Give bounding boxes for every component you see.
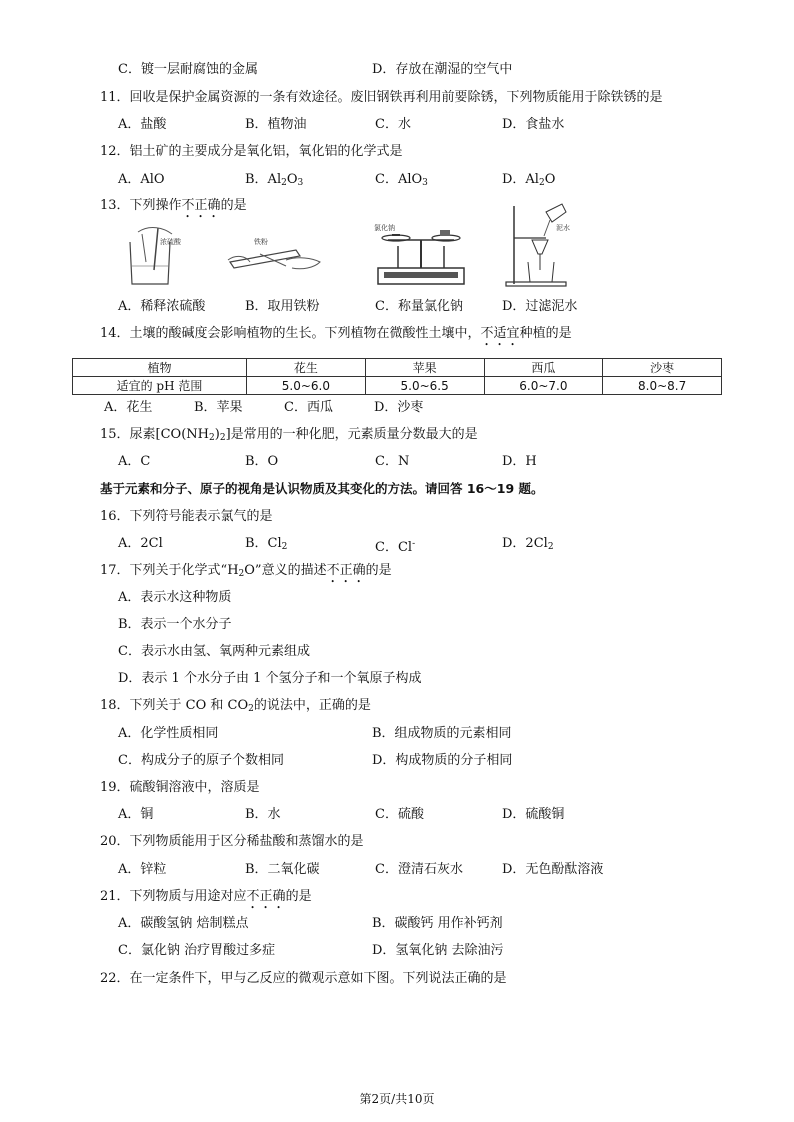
q18-stem: 18．下列关于 CO 和 $CO_2$的说法中，正确的是: [100, 698, 371, 714]
q18-option-d: D．构成物质的分子相同: [372, 753, 513, 768]
q18-option-c: C．构成分子的原子个数相同: [118, 753, 284, 768]
q17-option-c: C．表示水由氢、氧两种元素组成: [118, 644, 310, 659]
q19-option-c: C．硫酸: [375, 807, 424, 822]
q22-stem: 22．在一定条件下，甲与乙反应的微观示意如下图。下列说法正确的是: [100, 971, 507, 986]
acid-label: 浓硫酸: [160, 239, 181, 246]
mud-label: 泥水: [556, 225, 570, 232]
q19-option-b: B．水: [245, 807, 281, 822]
q13-option-d: D．过滤泥水: [502, 299, 578, 314]
q21-option-c: C．氯化钠 治疗胃酸过多症: [118, 943, 276, 958]
table-cell: 适宜的 pH 范围: [73, 377, 247, 395]
q12-option-c: C．AlO$_3$: [375, 172, 428, 188]
q11-option-c: C．水: [375, 117, 411, 132]
q20-option-d: D．无色酚酞溶液: [502, 862, 604, 877]
q10-option-c: C．镀一层耐腐蚀的金属: [118, 62, 258, 77]
q12-option-a: A．AlO: [118, 172, 165, 187]
table-cell: 6.0~7.0: [484, 377, 603, 395]
q19-option-d: D．硫酸铜: [502, 807, 565, 822]
filtration-figure: [500, 200, 580, 290]
q17-option-a: A．表示水这种物质: [118, 590, 232, 605]
q13-stem: 13．下列操作不正确的是: [100, 198, 247, 213]
table-header-cell: 沙枣: [603, 359, 722, 377]
q12-option-b: B．$Al_2O_3$: [245, 172, 304, 188]
q11-stem: 11．回收是保护金属资源的一条有效途径。废旧钢铁再利用前要除锈，下列物质能用于除铁锈的是: [100, 90, 663, 105]
q14-option-d: D．沙枣: [374, 400, 424, 415]
q16-stem: 16．下列符号能表示氯气的是: [100, 509, 273, 524]
q16-option-b: B．$Cl_2$: [245, 536, 288, 552]
q21-option-b: B．碳酸钙 用作补钙剂: [372, 916, 503, 931]
q16-option-c: C．Cl-: [375, 539, 416, 555]
q17-stem: 17．下列关于化学式“$H_2O$”意义的描述不正确的是: [100, 563, 392, 579]
table-header-cell: 花生: [247, 359, 366, 377]
q15-option-d: D．H: [502, 454, 537, 469]
q19-stem: 19．硫酸铜溶液中，溶质是: [100, 780, 260, 795]
q21-stem: 21．下列物质与用途对应不正确的是: [100, 889, 312, 904]
table-cell: 8.0~8.7: [603, 377, 722, 395]
q21-option-d: D．氢氧化钠 去除油污: [372, 943, 504, 958]
q14-option-c: C．西瓜: [284, 400, 333, 415]
q20-option-a: A．锌粒: [118, 862, 167, 877]
q20-option-c: C．澄清石灰水: [375, 862, 463, 877]
q11-option-d: D．食盐水: [502, 117, 565, 132]
q14-option-a: A．花生: [104, 400, 153, 415]
table-cell: 5.0~6.0: [247, 377, 366, 395]
q20-stem: 20．下列物质能用于区分稀盐酸和蒸馏水的是: [100, 834, 364, 849]
q20-option-b: B．二氧化碳: [245, 862, 320, 877]
q17-option-d: D．表示 1 个水分子由 1 个氢分子和一个氧原子构成: [118, 671, 422, 686]
q11-option-b: B．植物油: [245, 117, 307, 132]
q15-option-c: C．N: [375, 454, 410, 469]
q15-option-a: A．C: [118, 454, 151, 469]
page-footer: 第2页/共10页: [359, 1092, 435, 1106]
table-header-cell: 苹果: [365, 359, 484, 377]
q14-option-b: B．苹果: [194, 400, 243, 415]
q13-option-b: B．取用铁粉: [245, 299, 320, 314]
q21-option-a: A．碳酸氢钠 焙制糕点: [118, 916, 249, 931]
table-header-row: [73, 359, 722, 377]
q15-option-b: B．O: [245, 454, 279, 469]
q14-stem: 14．土壤的酸碱度会影响植物的生长。下列植物在微酸性土壤中，不适宜种植的是: [100, 326, 572, 341]
table-header-cell: 植物: [73, 359, 247, 377]
balance-figure: [368, 218, 472, 290]
q18-option-a: A．化学性质相同: [118, 726, 219, 741]
q17-option-b: B．表示一个水分子: [118, 617, 232, 632]
q18-option-b: B．组成物质的元素相同: [372, 726, 512, 741]
iron-label: 铁粉: [254, 239, 268, 246]
nacl-label: 氯化钠: [374, 225, 395, 232]
table-cell: 5.0~6.5: [365, 377, 484, 395]
q15-stem: 15．尿素$[CO(NH_2)_2]$是常用的一种化肥，元素质量分数最大的是: [100, 427, 478, 443]
q13-option-a: A．稀释浓硫酸: [118, 299, 206, 314]
table-row: [73, 377, 722, 395]
q12-stem: 12．铝土矿的主要成分是氧化铝，氧化铝的化学式是: [100, 144, 403, 159]
dilute-acid-figure: [120, 222, 190, 288]
table-header-cell: 西瓜: [484, 359, 603, 377]
q13-option-c: C．称量氯化钠: [375, 299, 463, 314]
q16-option-d: D．$2Cl_2$: [502, 536, 554, 552]
section-heading: 基于元素和分子、原子的视角是认识物质及其变化的方法。请回答 16～19 题。: [100, 481, 544, 496]
q16-option-a: A．2Cl: [118, 536, 163, 551]
iron-powder-figure: [226, 232, 326, 276]
q10-option-d: D．存放在潮湿的空气中: [372, 62, 513, 77]
q12-option-d: D．$Al_2O$: [502, 172, 556, 188]
q11-option-a: A．盐酸: [118, 117, 167, 132]
q19-option-a: A．铜: [118, 807, 154, 822]
ph-table: [72, 358, 722, 395]
